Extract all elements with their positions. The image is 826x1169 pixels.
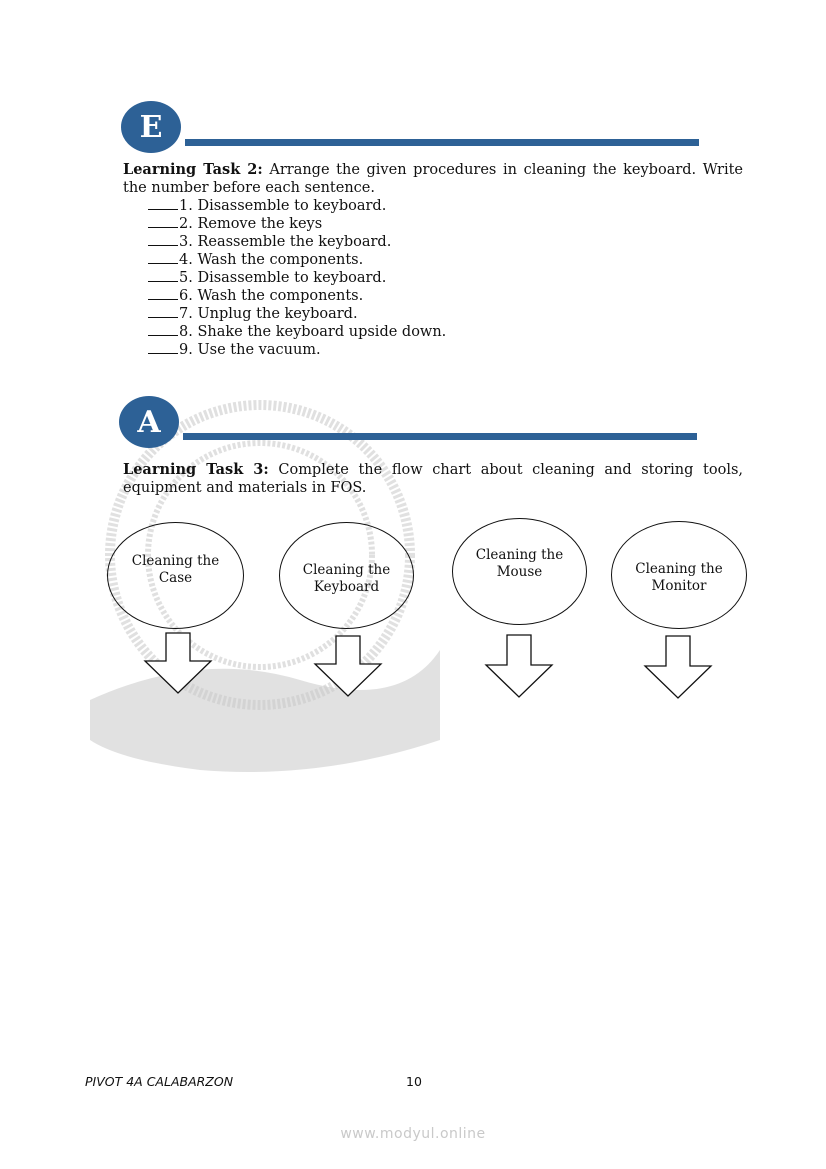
- node-label: Cleaning the Keyboard: [302, 561, 391, 595]
- section-a-badge: A: [119, 396, 179, 448]
- flow-node-cleaning-monitor: [611, 521, 747, 629]
- answer-blank[interactable]: [148, 215, 178, 228]
- step-number: 8.: [179, 324, 193, 340]
- learning-task-3-instructions: [123, 461, 743, 497]
- down-arrow-icon: [313, 635, 383, 699]
- step-number: 5.: [179, 270, 193, 286]
- step-number: 4.: [179, 252, 193, 268]
- section-e-rule: [185, 139, 699, 146]
- step-number: 3.: [179, 234, 193, 250]
- step-text: Disassemble to keyboard.: [192, 270, 387, 286]
- step-number: 7.: [179, 306, 193, 322]
- list-item: [148, 305, 446, 323]
- step-text: Remove the keys: [192, 216, 323, 232]
- learning-task-2-label: Learning Task 2:: [123, 161, 263, 178]
- answer-blank[interactable]: [148, 197, 178, 210]
- step-text: Reassemble the keyboard.: [192, 234, 392, 250]
- step-text: Shake the keyboard upside down.: [192, 324, 447, 340]
- list-item: [148, 341, 446, 359]
- site-watermark: www.modyul.online: [340, 1126, 486, 1142]
- step-text: Disassemble to keyboard.: [192, 198, 387, 214]
- answer-blank[interactable]: [148, 323, 178, 336]
- step-text: Wash the components.: [192, 288, 364, 304]
- list-item: [148, 251, 446, 269]
- procedure-list: [148, 197, 446, 359]
- answer-blank[interactable]: [148, 251, 178, 264]
- flow-node-cleaning-keyboard: [279, 522, 414, 629]
- list-item: [148, 215, 446, 233]
- answer-blank[interactable]: [148, 305, 178, 318]
- list-item: [148, 287, 446, 305]
- section-e-badge: E: [121, 101, 181, 153]
- section-a-rule: [183, 433, 697, 440]
- list-item: [148, 323, 446, 341]
- step-number: 6.: [179, 288, 193, 304]
- list-item: [148, 233, 446, 251]
- step-text: Wash the components.: [192, 252, 364, 268]
- down-arrow-icon: [143, 632, 213, 696]
- list-item: [148, 269, 446, 287]
- learning-task-3-text: Complete the flow chart about cleaning and storing tools, equipment and materials in FOS.: [123, 462, 744, 496]
- answer-blank[interactable]: [148, 341, 178, 354]
- footer-publisher: PIVOT 4A CALABARZON: [85, 1074, 234, 1089]
- step-number: 9.: [179, 342, 193, 358]
- step-text: Use the vacuum.: [192, 342, 321, 358]
- down-arrow-icon: [643, 635, 713, 701]
- step-text: Unplug the keyboard.: [192, 306, 358, 322]
- learning-task-2-text: Arrange the given procedures in cleaning the keyboard. Write the number before each sentence.: [123, 162, 744, 196]
- page-number: 10: [406, 1074, 422, 1089]
- step-number: 2.: [179, 216, 193, 232]
- answer-blank[interactable]: [148, 287, 178, 300]
- down-arrow-icon: [484, 634, 554, 700]
- answer-blank[interactable]: [148, 233, 178, 246]
- node-label: Cleaning the Case: [131, 552, 220, 586]
- list-item: [148, 197, 446, 215]
- node-label: Cleaning the Mouse: [475, 546, 564, 580]
- learning-task-3-label: Learning Task 3:: [123, 461, 269, 478]
- node-label: Cleaning the Monitor: [635, 561, 723, 594]
- flow-node-cleaning-mouse: [452, 518, 587, 625]
- answer-blank[interactable]: [148, 269, 178, 282]
- flow-node-cleaning-case: [107, 522, 244, 629]
- step-number: 1.: [179, 198, 193, 214]
- learning-task-2-instructions: [123, 161, 743, 197]
